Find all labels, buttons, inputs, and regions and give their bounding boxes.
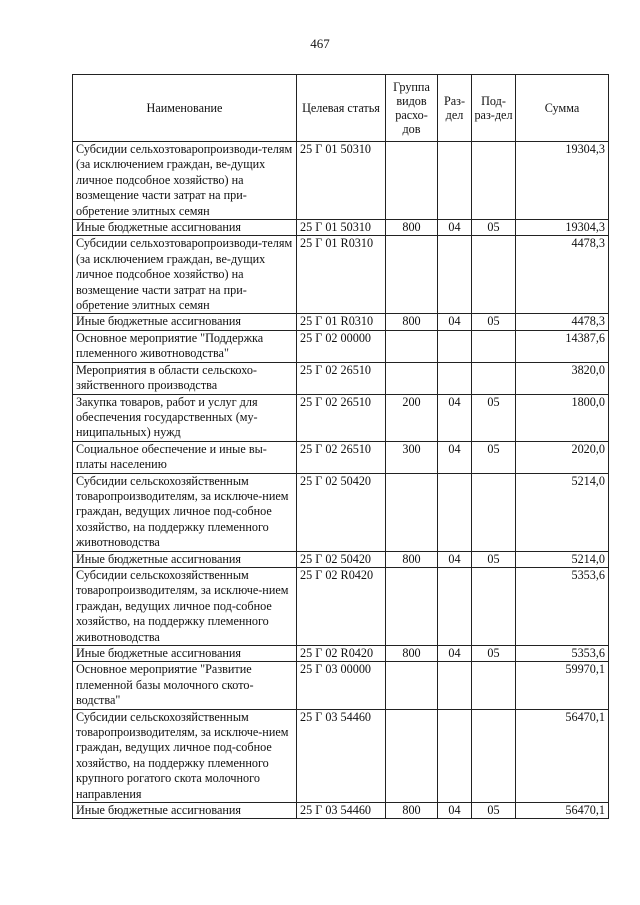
row-group-cell: 800 [386,551,438,567]
table-row [73,441,609,473]
row-section-cell: 04 [438,220,472,236]
row-subsection-cell: 05 [472,220,516,236]
row-amount-cell: 3820,0 [516,362,609,394]
header-section: Раз-дел [438,75,472,142]
row-target-cell: 25 Г 02 26510 [297,394,386,441]
row-amount-cell: 2020,0 [516,441,609,473]
row-amount-cell: 4478,3 [516,236,609,314]
row-group-cell [386,362,438,394]
table-row [73,646,609,662]
row-section-cell [438,662,472,709]
row-subsection-cell [472,709,516,802]
row-subsection-cell [472,662,516,709]
row-name-cell: Иные бюджетные ассигнования [73,803,297,819]
row-section-cell: 04 [438,646,472,662]
row-subsection-cell [472,142,516,220]
row-target-cell: 25 Г 02 26510 [297,441,386,473]
table-row [73,394,609,441]
row-section-cell [438,473,472,551]
row-target-cell: 25 Г 02 50420 [297,551,386,567]
row-group-cell: 300 [386,441,438,473]
row-section-cell: 04 [438,803,472,819]
row-amount-cell: 1800,0 [516,394,609,441]
row-group-cell: 800 [386,803,438,819]
row-subsection-cell: 05 [472,314,516,330]
row-group-cell: 200 [386,394,438,441]
row-target-cell: 25 Г 02 50420 [297,473,386,551]
row-group-cell [386,330,438,362]
row-amount-cell: 5353,6 [516,567,609,645]
row-target-cell: 25 Г 01 R0310 [297,314,386,330]
row-name-cell: Иные бюджетные ассигнования [73,220,297,236]
row-group-cell: 800 [386,314,438,330]
row-amount-cell: 4478,3 [516,314,609,330]
row-group-cell [386,567,438,645]
row-target-cell: 25 Г 02 00000 [297,330,386,362]
row-section-cell: 04 [438,551,472,567]
table-row [73,330,609,362]
header-subsection: Под-раз-дел [472,75,516,142]
row-name-cell: Основное мероприятие "Поддержка племенного животноводства" [73,330,297,362]
row-target-cell: 25 Г 03 54460 [297,709,386,802]
row-name-cell: Субсидии сельхозтоваропроизводи-телям (за исключением граждан, ве-дущих личное подсобное хозяйство) на возмещение части затрат на при-обретение элитных семян [73,236,297,314]
row-target-cell: 25 Г 02 R0420 [297,646,386,662]
row-subsection-cell: 05 [472,803,516,819]
row-subsection-cell [472,473,516,551]
row-name-cell: Субсидии сельскохозяйственным товаропроизводителям, за исключе-нием граждан, ведущих личное под-собное хозяйство, на поддержку племенного животноводства [73,473,297,551]
row-group-cell [386,662,438,709]
row-section-cell: 04 [438,394,472,441]
row-subsection-cell: 05 [472,441,516,473]
row-amount-cell: 5353,6 [516,646,609,662]
row-section-cell: 04 [438,441,472,473]
header-name: Наименование [73,75,297,142]
row-target-cell: 25 Г 03 00000 [297,662,386,709]
row-group-cell [386,473,438,551]
row-name-cell: Субсидии сельскохозяйственным товаропроизводителям, за исключе-нием граждан, ведущих личное под-собное хозяйство, на поддержку племенного крупного рогатого скота молочного направления [73,709,297,802]
row-section-cell [438,567,472,645]
table-row [73,567,609,645]
row-subsection-cell: 05 [472,646,516,662]
header-amount: Сумма [516,75,609,142]
row-amount-cell: 59970,1 [516,662,609,709]
row-section-cell [438,236,472,314]
row-target-cell: 25 Г 03 54460 [297,803,386,819]
table-row [73,362,609,394]
row-group-cell [386,709,438,802]
row-name-cell: Субсидии сельхозтоваропроизводи-телям (за исключением граждан, ве-дущих личное подсобное хозяйство) на возмещение части затрат на при-обретение элитных семян [73,142,297,220]
row-target-cell: 25 Г 02 26510 [297,362,386,394]
table-row [73,803,609,819]
table-header-row [73,75,609,142]
row-name-cell: Иные бюджетные ассигнования [73,314,297,330]
header-target: Целевая статья [297,75,386,142]
row-amount-cell: 56470,1 [516,803,609,819]
row-target-cell: 25 Г 02 R0420 [297,567,386,645]
row-name-cell: Закупка товаров, работ и услуг для обеспечения государственных (му-ниципальных) нужд [73,394,297,441]
row-amount-cell: 5214,0 [516,473,609,551]
table-row [73,220,609,236]
table-row [73,662,609,709]
table-row [73,473,609,551]
table-row [73,142,609,220]
row-amount-cell: 19304,3 [516,220,609,236]
row-section-cell [438,142,472,220]
row-group-cell [386,236,438,314]
row-subsection-cell [472,567,516,645]
table-body [73,142,609,819]
row-name-cell: Иные бюджетные ассигнования [73,551,297,567]
header-group: Группа видов расхо-дов [386,75,438,142]
table-row [73,551,609,567]
row-target-cell: 25 Г 01 50310 [297,142,386,220]
row-name-cell: Социальное обеспечение и иные вы-платы населению [73,441,297,473]
row-section-cell [438,362,472,394]
row-name-cell: Субсидии сельскохозяйственным товаропроизводителям, за исключе-нием граждан, ведущих личное под-собное хозяйство, на поддержку племенного животноводства [73,567,297,645]
row-subsection-cell: 05 [472,551,516,567]
row-section-cell [438,330,472,362]
row-amount-cell: 14387,6 [516,330,609,362]
row-subsection-cell [472,362,516,394]
row-amount-cell: 5214,0 [516,551,609,567]
row-amount-cell: 19304,3 [516,142,609,220]
row-name-cell: Основное мероприятие "Развитие племенной базы молочного ското-водства" [73,662,297,709]
row-group-cell [386,142,438,220]
row-group-cell: 800 [386,220,438,236]
budget-table [72,74,609,819]
row-target-cell: 25 Г 01 R0310 [297,236,386,314]
row-subsection-cell: 05 [472,394,516,441]
page-number: 467 [310,36,330,51]
table-row [73,709,609,802]
table-row [73,314,609,330]
row-subsection-cell [472,330,516,362]
row-name-cell: Иные бюджетные ассигнования [73,646,297,662]
row-section-cell [438,709,472,802]
row-target-cell: 25 Г 01 50310 [297,220,386,236]
table-row [73,236,609,314]
row-group-cell: 800 [386,646,438,662]
row-amount-cell: 56470,1 [516,709,609,802]
row-section-cell: 04 [438,314,472,330]
row-subsection-cell [472,236,516,314]
row-name-cell: Мероприятия в области сельскохо-зяйственного производства [73,362,297,394]
